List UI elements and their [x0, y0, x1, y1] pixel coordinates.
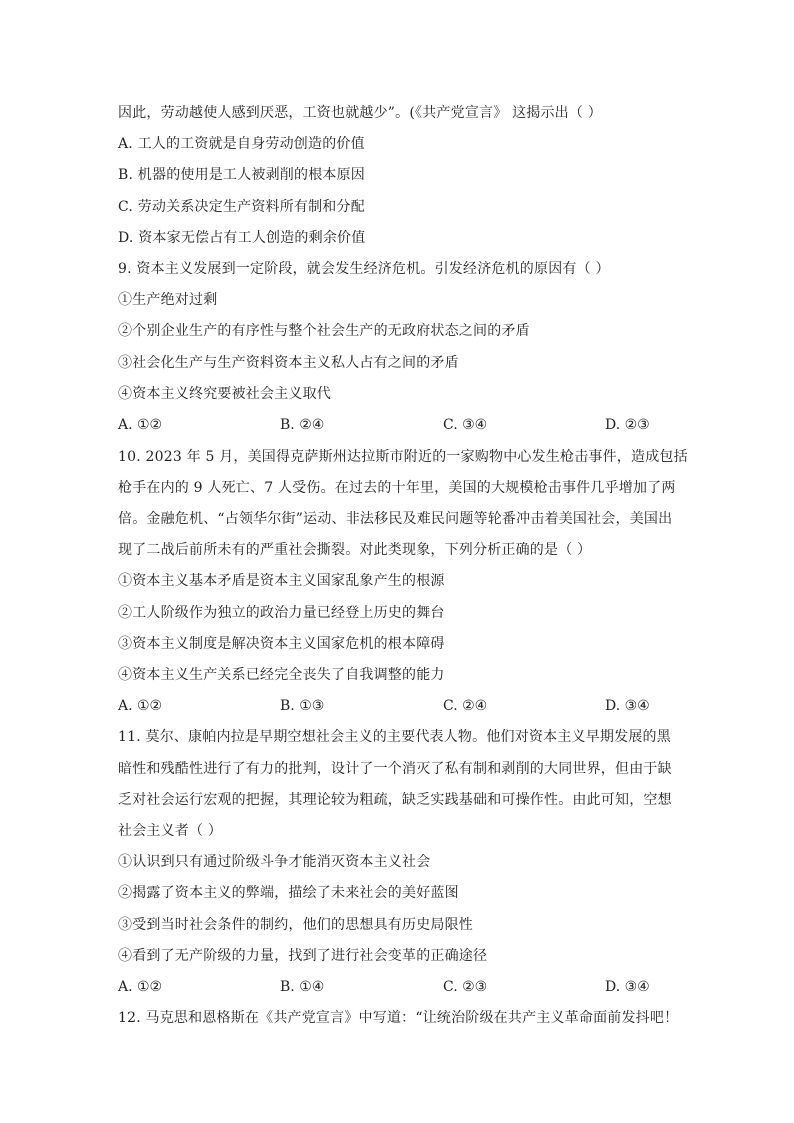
q11-item-4: ④看到了无产阶级的力量，找到了进行社会变革的正确途径	[118, 948, 488, 964]
q9-choice-b: B. ②④	[280, 417, 325, 433]
q11-choices	[118, 978, 678, 996]
q10-item-2: ②工人阶级作为独立的政治力量已经登上历史的舞台	[118, 605, 445, 621]
q11-choice-c: C. ②③	[443, 979, 488, 995]
q10-choice-c: C. ②④	[443, 698, 488, 714]
q10-item-4: ④资本主义生产关系已经完全丧失了自我调整的能力	[118, 667, 445, 683]
q11-stem-line-4: 社会主义者（ ）	[118, 823, 223, 839]
q11-choice-a: A. ①②	[118, 979, 163, 995]
q10-stem-line-3: 倍。金融危机、“占领华尔街”运动、非法移民及难民问题等轮番冲击着美国社会，美国出	[118, 511, 673, 527]
q9-item-3: ③社会化生产与生产资料资本主义私人占有之间的矛盾	[118, 355, 459, 371]
q10-choices	[118, 697, 678, 715]
q11-item-3: ③受到当时社会条件的制约，他们的思想具有历史局限性	[118, 917, 473, 933]
q8-stem-tail: 因此，劳动越使人感到厌恶，工资也就越少”。(《共产党宣言》 这揭示出（ ）	[118, 105, 602, 121]
q9-choice-c: C. ③④	[443, 417, 488, 433]
q10-choice-d: D. ③④	[605, 698, 650, 714]
q10-stem-line-4: 现了二战后前所未有的严重社会撕裂。对此类现象，下列分析正确的是（ ）	[118, 542, 592, 558]
q10-stem-line-1: 10. 2023 年 5 月，美国得克萨斯州达拉斯市附近的一家购物中心发生枪击事件，造成包括	[118, 449, 688, 465]
q10-choice-b: B. ①③	[280, 698, 325, 714]
q9-choice-d: D. ②③	[605, 417, 650, 433]
q9-item-4: ④资本主义终究要被社会主义取代	[118, 386, 331, 402]
q11-stem-line-1: 11. 莫尔、康帕内拉是早期空想社会主义的主要代表人物。他们对资本主义早期发展的黑	[118, 729, 671, 745]
q9-choices	[118, 416, 678, 434]
q8-option-b: B. 机器的使用是工人被剥削的根本原因	[118, 167, 365, 183]
q10-item-3: ③资本主义制度是解决资本主义国家危机的根本障碍	[118, 636, 445, 652]
q9-item-1: ①生产绝对过剩	[118, 292, 218, 308]
q10-stem-line-2: 枪手在内的 9 人死亡、7 人受伤。在过去的十年里，美国的大规模枪击事件几乎增加了两	[118, 480, 676, 496]
q12-stem-start: 12. 马克思和恩格斯在《共产党宣言》中写道：“让统治阶级在共产主义革命面前发抖吧！	[118, 1010, 679, 1026]
q9-choice-a: A. ①②	[118, 417, 163, 433]
q11-stem-line-2: 暗性和残酷性进行了有力的批判，设计了一个消灭了私有制和剥削的大同世界，但由于缺	[118, 761, 672, 777]
q11-stem-line-3: 乏对社会运行宏观的把握，其理论较为粗疏，缺乏实践基础和可操作性。由此可知，空想	[118, 792, 672, 808]
q8-option-d: D. 资本家无偿占有工人创造的剩余价值	[118, 230, 366, 246]
q11-choice-d: D. ③④	[605, 979, 650, 995]
q10-item-1: ①资本主义基本矛盾是资本主义国家乱象产生的根源	[118, 573, 445, 589]
q8-option-a: A. 工人的工资就是自身劳动创造的价值	[118, 136, 365, 152]
q9-stem: 9. 资本主义发展到一定阶段，就会发生经济危机。引发经济危机的原因有（ ）	[118, 261, 610, 277]
q11-item-1: ①认识到只有通过阶级斗争才能消灭资本主义社会	[118, 854, 431, 870]
q10-choice-a: A. ①②	[118, 698, 163, 714]
q9-item-2: ②个别企业生产的有序性与整个社会生产的无政府状态之间的矛盾	[118, 323, 530, 339]
q11-item-2: ②揭露了资本主义的弊端，描绘了未来社会的美好蓝图	[118, 885, 459, 901]
q11-choice-b: B. ①④	[280, 979, 325, 995]
q8-option-c: C. 劳动关系决定生产资料所有制和分配	[118, 199, 365, 215]
